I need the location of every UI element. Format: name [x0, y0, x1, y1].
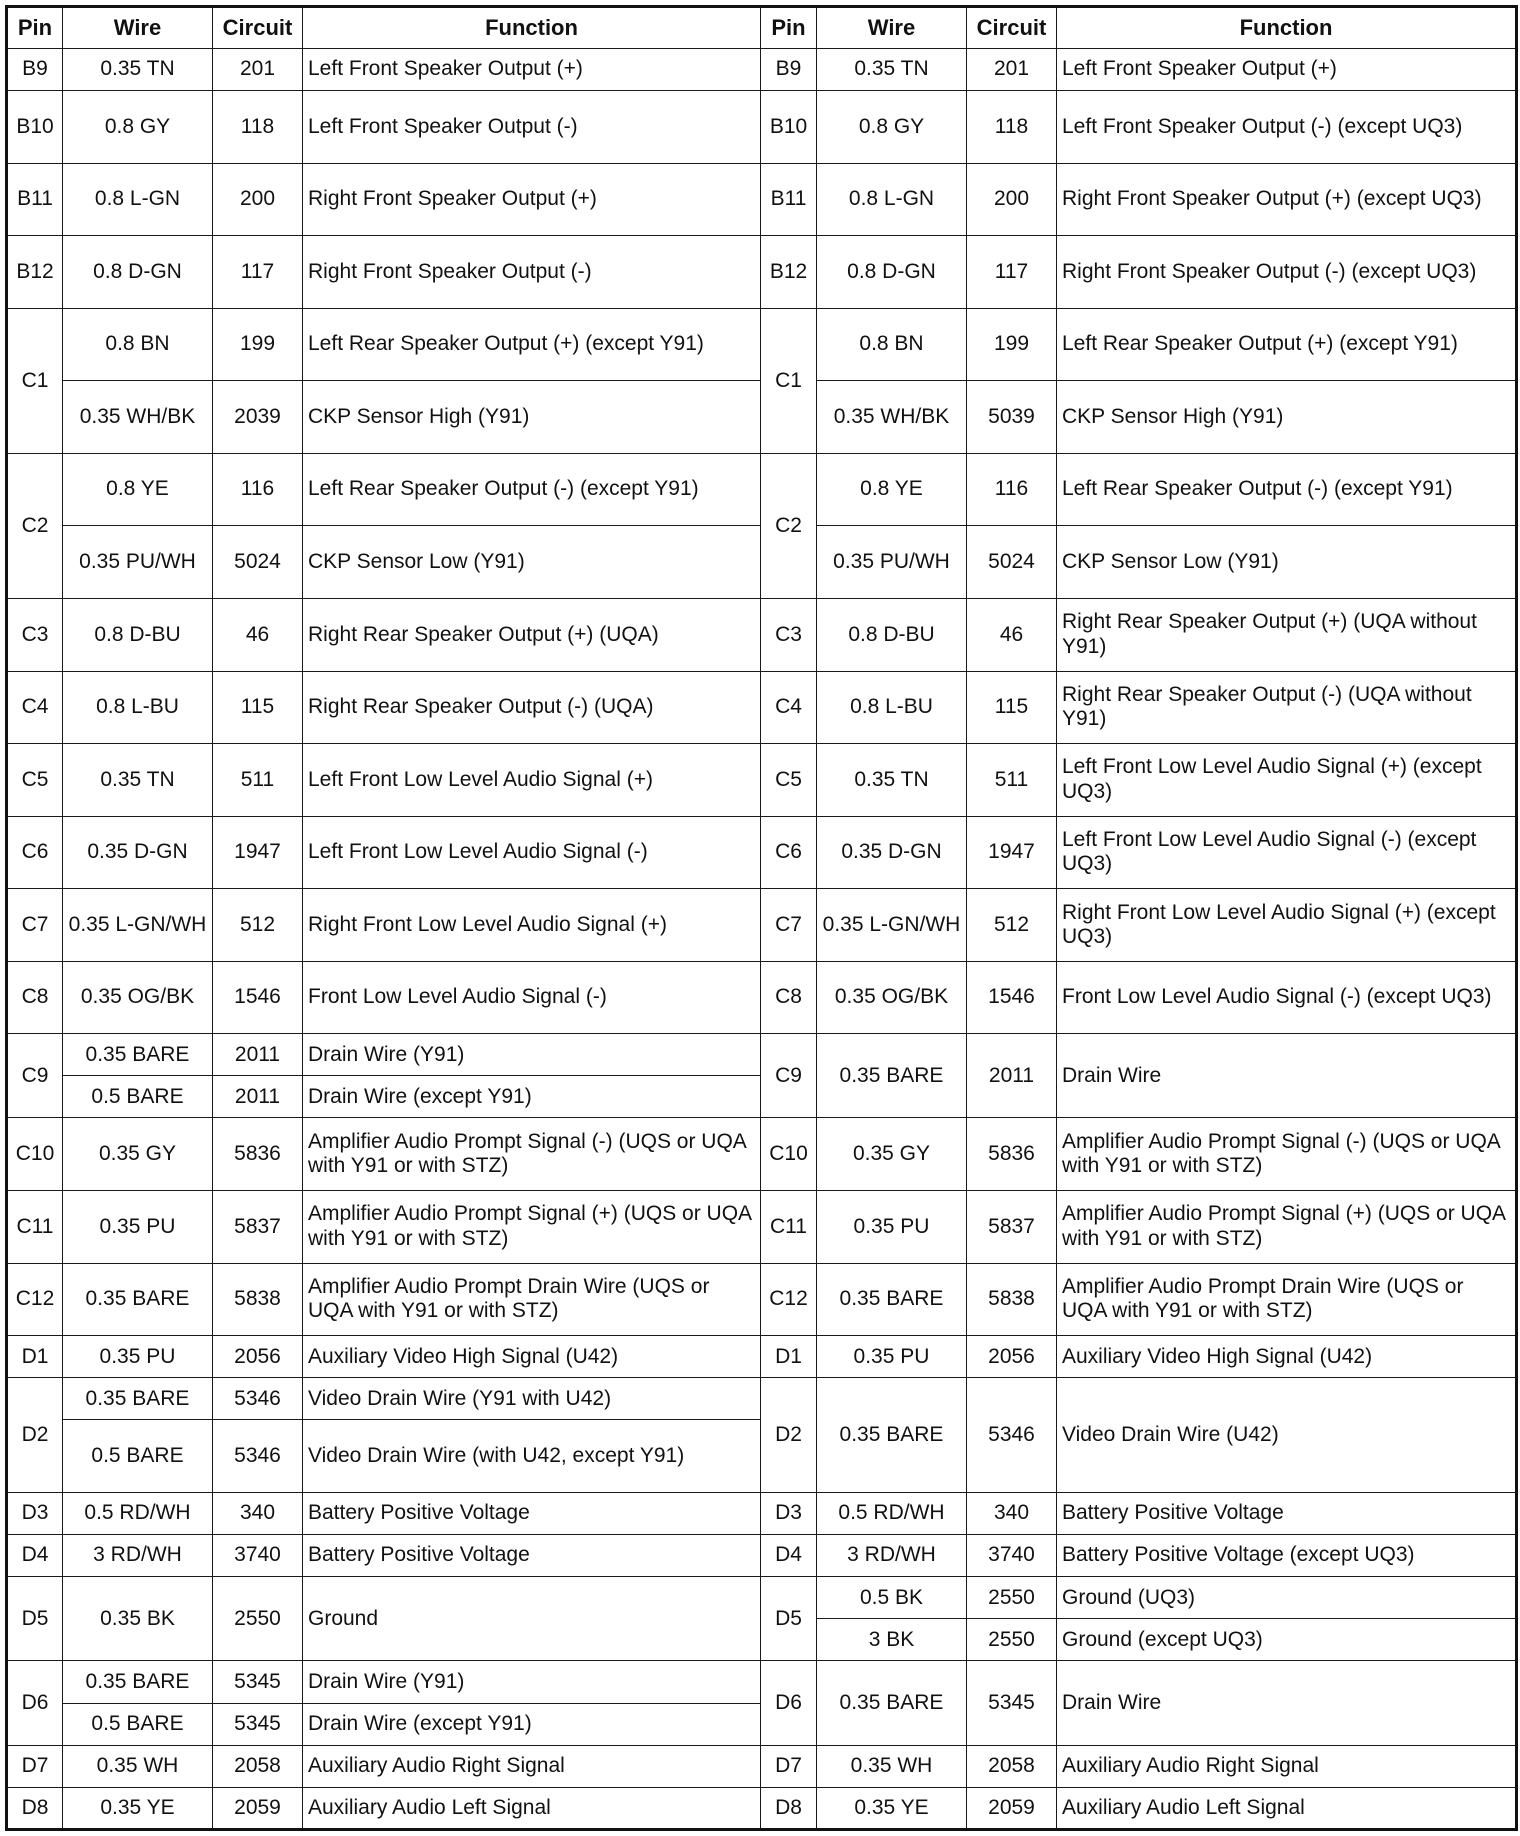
right-wire-cell: 0.8 L-BU — [817, 671, 967, 744]
left-pin-cell: D8 — [7, 1787, 63, 1829]
right-function-cell: Left Front Low Level Audio Signal (-) (except UQ3) — [1057, 816, 1517, 889]
left-wire-cell: 0.35 BARE — [63, 1378, 213, 1420]
left-pin-cell: D1 — [7, 1336, 63, 1378]
right-circuit-cell: 1947 — [967, 816, 1057, 889]
left-function-cell: Amplifier Audio Prompt Signal (+) (UQS or UQA with Y91 or with STZ) — [303, 1191, 761, 1264]
table-row — [7, 1661, 1517, 1703]
left-function-cell: Auxiliary Audio Right Signal — [303, 1745, 761, 1787]
left-function-cell: CKP Sensor High (Y91) — [303, 381, 761, 454]
right-pin-cell: D4 — [761, 1535, 817, 1577]
right-wire-cell: 0.8 GY — [817, 91, 967, 164]
left-pin-cell: C12 — [7, 1263, 63, 1336]
left-circuit-cell: 2039 — [213, 381, 303, 454]
left-function-cell: Amplifier Audio Prompt Drain Wire (UQS or UQA with Y91 or with STZ) — [303, 1263, 761, 1336]
right-circuit-cell: 116 — [967, 453, 1057, 526]
left-circuit-cell: 5346 — [213, 1378, 303, 1420]
left-circuit-cell: 5837 — [213, 1191, 303, 1264]
left-wire-cell: 3 RD/WH — [63, 1535, 213, 1577]
right-function-cell: Drain Wire — [1057, 1034, 1517, 1118]
left-function-cell: Battery Positive Voltage — [303, 1535, 761, 1577]
right-circuit-cell: 2058 — [967, 1745, 1057, 1787]
left-function-cell: Left Rear Speaker Output (-) (except Y91) — [303, 453, 761, 526]
left-circuit-cell: 118 — [213, 91, 303, 164]
right-pin-cell: C5 — [761, 744, 817, 817]
table-row — [7, 1034, 1517, 1076]
left-pin-cell: C10 — [7, 1118, 63, 1191]
left-wire-cell: 0.8 GY — [63, 91, 213, 164]
table-row — [7, 744, 1517, 817]
left-function-cell: Left Front Low Level Audio Signal (+) — [303, 744, 761, 817]
right-wire-cell: 0.8 D-GN — [817, 236, 967, 309]
left-pin-cell: B12 — [7, 236, 63, 309]
right-function-cell: Video Drain Wire (U42) — [1057, 1378, 1517, 1493]
left-function-cell: Drain Wire (Y91) — [303, 1034, 761, 1076]
right-function-cell: Auxiliary Audio Left Signal — [1057, 1787, 1517, 1829]
left-circuit-cell: 511 — [213, 744, 303, 817]
right-pin-cell: B11 — [761, 163, 817, 236]
left-circuit-cell: 115 — [213, 671, 303, 744]
left-pin-cell: D4 — [7, 1535, 63, 1577]
right-circuit-cell: 3740 — [967, 1535, 1057, 1577]
left-function-cell: Left Front Speaker Output (-) — [303, 91, 761, 164]
right-circuit-cell: 5838 — [967, 1263, 1057, 1336]
right-function-cell: Left Front Speaker Output (+) — [1057, 49, 1517, 91]
left-wire-cell: 0.8 L-GN — [63, 163, 213, 236]
right-wire-cell: 0.35 L-GN/WH — [817, 889, 967, 962]
left-wire-cell: 0.35 WH/BK — [63, 381, 213, 454]
left-circuit-cell: 117 — [213, 236, 303, 309]
connector-pinout-table — [5, 5, 1518, 1831]
header-row — [7, 7, 1517, 49]
right-wire-cell: 0.8 D-BU — [817, 598, 967, 671]
table-row — [7, 671, 1517, 744]
right-pin-cell: C10 — [761, 1118, 817, 1191]
left-function-cell: Video Drain Wire (Y91 with U42) — [303, 1378, 761, 1420]
left-wire-cell: 0.35 PU — [63, 1336, 213, 1378]
table-row — [7, 598, 1517, 671]
left-circuit-cell: 5836 — [213, 1118, 303, 1191]
right-pin-cell: D1 — [761, 1336, 817, 1378]
right-function-cell: CKP Sensor Low (Y91) — [1057, 526, 1517, 599]
left-pin-cell: C6 — [7, 816, 63, 889]
right-circuit-cell: 512 — [967, 889, 1057, 962]
right-function-cell: Left Rear Speaker Output (-) (except Y91) — [1057, 453, 1517, 526]
right-function-cell: Amplifier Audio Prompt Drain Wire (UQS or UQA with Y91 or with STZ) — [1057, 1263, 1517, 1336]
right-wire-cell: 0.35 D-GN — [817, 816, 967, 889]
right-pin-cell: B10 — [761, 91, 817, 164]
header-wire: Wire — [63, 7, 213, 49]
right-function-cell: Ground (except UQ3) — [1057, 1619, 1517, 1661]
right-circuit-cell: 201 — [967, 49, 1057, 91]
right-pin-cell: D7 — [761, 1745, 817, 1787]
right-wire-cell: 0.35 OG/BK — [817, 961, 967, 1034]
left-pin-cell: C4 — [7, 671, 63, 744]
right-wire-cell: 0.35 BARE — [817, 1378, 967, 1493]
left-circuit-cell: 46 — [213, 598, 303, 671]
left-wire-cell: 0.35 OG/BK — [63, 961, 213, 1034]
right-wire-cell: 0.8 L-GN — [817, 163, 967, 236]
left-circuit-cell: 2011 — [213, 1034, 303, 1076]
left-function-cell: Auxiliary Video High Signal (U42) — [303, 1336, 761, 1378]
left-function-cell: Battery Positive Voltage — [303, 1492, 761, 1534]
right-pin-cell: C6 — [761, 816, 817, 889]
right-wire-cell: 0.35 TN — [817, 49, 967, 91]
table-row — [7, 1535, 1517, 1577]
left-wire-cell: 0.35 GY — [63, 1118, 213, 1191]
right-circuit-cell: 199 — [967, 308, 1057, 381]
right-pin-cell: C11 — [761, 1191, 817, 1264]
right-wire-cell: 3 BK — [817, 1619, 967, 1661]
right-wire-cell: 0.35 GY — [817, 1118, 967, 1191]
right-pin-cell: B12 — [761, 236, 817, 309]
right-wire-cell: 0.8 YE — [817, 453, 967, 526]
right-function-cell: Battery Positive Voltage — [1057, 1492, 1517, 1534]
left-function-cell: Drain Wire (except Y91) — [303, 1076, 761, 1118]
right-function-cell: Right Rear Speaker Output (+) (UQA without Y91) — [1057, 598, 1517, 671]
left-function-cell: Drain Wire (Y91) — [303, 1661, 761, 1703]
left-wire-cell: 0.5 RD/WH — [63, 1492, 213, 1534]
left-function-cell: Left Front Speaker Output (+) — [303, 49, 761, 91]
left-pin-cell: C11 — [7, 1191, 63, 1264]
left-wire-cell: 0.8 YE — [63, 453, 213, 526]
header-function: Function — [303, 7, 761, 49]
left-function-cell: Right Rear Speaker Output (+) (UQA) — [303, 598, 761, 671]
right-function-cell: Battery Positive Voltage (except UQ3) — [1057, 1535, 1517, 1577]
left-pin-cell: C8 — [7, 961, 63, 1034]
table-row — [7, 453, 1517, 526]
left-circuit-cell: 512 — [213, 889, 303, 962]
table-row — [7, 1263, 1517, 1336]
right-function-cell: Left Rear Speaker Output (+) (except Y91) — [1057, 308, 1517, 381]
right-function-cell: Drain Wire — [1057, 1661, 1517, 1745]
left-function-cell: Auxiliary Audio Left Signal — [303, 1787, 761, 1829]
left-pin-cell: B10 — [7, 91, 63, 164]
left-wire-cell: 0.8 D-GN — [63, 236, 213, 309]
left-circuit-cell: 5345 — [213, 1703, 303, 1745]
right-circuit-cell: 5836 — [967, 1118, 1057, 1191]
left-pin-cell: B11 — [7, 163, 63, 236]
left-circuit-cell: 5345 — [213, 1661, 303, 1703]
table-row — [7, 49, 1517, 91]
right-function-cell: Auxiliary Audio Right Signal — [1057, 1745, 1517, 1787]
right-pin-cell: C4 — [761, 671, 817, 744]
right-pin-cell: C9 — [761, 1034, 817, 1118]
right-wire-cell: 0.35 BARE — [817, 1034, 967, 1118]
right-wire-cell: 0.35 WH — [817, 1745, 967, 1787]
header-circuit: Circuit — [967, 7, 1057, 49]
left-pin-cell: C3 — [7, 598, 63, 671]
right-circuit-cell: 200 — [967, 163, 1057, 236]
header-circuit: Circuit — [213, 7, 303, 49]
table-row — [7, 91, 1517, 164]
right-circuit-cell: 46 — [967, 598, 1057, 671]
left-pin-cell: C5 — [7, 744, 63, 817]
table-row — [7, 1577, 1517, 1619]
right-circuit-cell: 5345 — [967, 1661, 1057, 1745]
table-body — [7, 49, 1517, 1830]
left-wire-cell: 0.35 BARE — [63, 1263, 213, 1336]
right-circuit-cell: 2056 — [967, 1336, 1057, 1378]
right-circuit-cell: 115 — [967, 671, 1057, 744]
left-pin-cell: D3 — [7, 1492, 63, 1534]
left-circuit-cell: 1546 — [213, 961, 303, 1034]
left-circuit-cell: 5024 — [213, 526, 303, 599]
right-wire-cell: 0.35 TN — [817, 744, 967, 817]
header-pin: Pin — [7, 7, 63, 49]
header-wire: Wire — [817, 7, 967, 49]
right-function-cell: Right Front Speaker Output (-) (except UQ3) — [1057, 236, 1517, 309]
right-function-cell: Right Front Low Level Audio Signal (+) (except UQ3) — [1057, 889, 1517, 962]
right-pin-cell: C7 — [761, 889, 817, 962]
left-circuit-cell: 340 — [213, 1492, 303, 1534]
left-circuit-cell: 116 — [213, 453, 303, 526]
right-circuit-cell: 340 — [967, 1492, 1057, 1534]
right-wire-cell: 3 RD/WH — [817, 1535, 967, 1577]
table-row — [7, 163, 1517, 236]
right-wire-cell: 0.35 YE — [817, 1787, 967, 1829]
right-circuit-cell: 117 — [967, 236, 1057, 309]
left-pin-cell: D5 — [7, 1577, 63, 1661]
left-function-cell: CKP Sensor Low (Y91) — [303, 526, 761, 599]
right-wire-cell: 0.5 RD/WH — [817, 1492, 967, 1534]
left-wire-cell: 0.35 YE — [63, 1787, 213, 1829]
table-row — [7, 1787, 1517, 1829]
left-function-cell: Drain Wire (except Y91) — [303, 1703, 761, 1745]
right-circuit-cell: 5346 — [967, 1378, 1057, 1493]
right-wire-cell: 0.35 PU — [817, 1336, 967, 1378]
left-wire-cell: 0.35 BARE — [63, 1661, 213, 1703]
left-wire-cell: 0.8 BN — [63, 308, 213, 381]
right-pin-cell: C8 — [761, 961, 817, 1034]
left-wire-cell: 0.35 PU — [63, 1191, 213, 1264]
left-wire-cell: 0.35 BARE — [63, 1034, 213, 1076]
right-pin-cell: D8 — [761, 1787, 817, 1829]
right-circuit-cell: 5039 — [967, 381, 1057, 454]
left-circuit-cell: 199 — [213, 308, 303, 381]
left-circuit-cell: 2058 — [213, 1745, 303, 1787]
left-circuit-cell: 2056 — [213, 1336, 303, 1378]
right-pin-cell: D2 — [761, 1378, 817, 1493]
left-circuit-cell: 201 — [213, 49, 303, 91]
right-function-cell: Amplifier Audio Prompt Signal (+) (UQS or UQA with Y91 or with STZ) — [1057, 1191, 1517, 1264]
right-function-cell: Amplifier Audio Prompt Signal (-) (UQS or UQA with Y91 or with STZ) — [1057, 1118, 1517, 1191]
left-pin-cell: C7 — [7, 889, 63, 962]
left-wire-cell: 0.5 BARE — [63, 1420, 213, 1493]
left-wire-cell: 0.35 D-GN — [63, 816, 213, 889]
right-function-cell: Left Front Low Level Audio Signal (+) (except UQ3) — [1057, 744, 1517, 817]
left-circuit-cell: 1947 — [213, 816, 303, 889]
left-wire-cell: 0.8 D-BU — [63, 598, 213, 671]
right-pin-cell: C12 — [761, 1263, 817, 1336]
left-function-cell: Right Front Speaker Output (-) — [303, 236, 761, 309]
right-pin-cell: C2 — [761, 453, 817, 598]
left-wire-cell: 0.35 TN — [63, 49, 213, 91]
right-circuit-cell: 2550 — [967, 1619, 1057, 1661]
table-row — [7, 1492, 1517, 1534]
right-function-cell: Front Low Level Audio Signal (-) (except UQ3) — [1057, 961, 1517, 1034]
right-circuit-cell: 1546 — [967, 961, 1057, 1034]
left-function-cell: Ground — [303, 1577, 761, 1661]
right-circuit-cell: 511 — [967, 744, 1057, 817]
left-pin-cell: C2 — [7, 453, 63, 598]
right-wire-cell: 0.5 BK — [817, 1577, 967, 1619]
table-row — [7, 1191, 1517, 1264]
right-function-cell: Auxiliary Video High Signal (U42) — [1057, 1336, 1517, 1378]
right-wire-cell: 0.35 WH/BK — [817, 381, 967, 454]
table-row — [7, 1745, 1517, 1787]
left-wire-cell: 0.35 BK — [63, 1577, 213, 1661]
table-row — [7, 816, 1517, 889]
right-function-cell: Right Front Speaker Output (+) (except UQ3) — [1057, 163, 1517, 236]
table-row — [7, 961, 1517, 1034]
header-pin: Pin — [761, 7, 817, 49]
left-pin-cell: D2 — [7, 1378, 63, 1493]
right-function-cell: Ground (UQ3) — [1057, 1577, 1517, 1619]
left-pin-cell: D7 — [7, 1745, 63, 1787]
header-function: Function — [1057, 7, 1517, 49]
right-wire-cell: 0.35 BARE — [817, 1263, 967, 1336]
left-circuit-cell: 2011 — [213, 1076, 303, 1118]
left-pin-cell: B9 — [7, 49, 63, 91]
left-pin-cell: D6 — [7, 1661, 63, 1745]
left-circuit-cell: 200 — [213, 163, 303, 236]
right-wire-cell: 0.8 BN — [817, 308, 967, 381]
table-row — [7, 1118, 1517, 1191]
right-function-cell: Left Front Speaker Output (-) (except UQ3) — [1057, 91, 1517, 164]
table-row — [7, 889, 1517, 962]
table-row — [7, 308, 1517, 381]
left-function-cell: Amplifier Audio Prompt Signal (-) (UQS or UQA with Y91 or with STZ) — [303, 1118, 761, 1191]
table-row — [7, 1336, 1517, 1378]
right-circuit-cell: 2011 — [967, 1034, 1057, 1118]
left-wire-cell: 0.5 BARE — [63, 1076, 213, 1118]
left-pin-cell: C1 — [7, 308, 63, 453]
right-wire-cell: 0.35 PU/WH — [817, 526, 967, 599]
left-function-cell: Video Drain Wire (with U42, except Y91) — [303, 1420, 761, 1493]
left-function-cell: Right Front Low Level Audio Signal (+) — [303, 889, 761, 962]
right-pin-cell: B9 — [761, 49, 817, 91]
left-function-cell: Front Low Level Audio Signal (-) — [303, 961, 761, 1034]
left-pin-cell: C9 — [7, 1034, 63, 1118]
left-function-cell: Right Rear Speaker Output (-) (UQA) — [303, 671, 761, 744]
left-function-cell: Right Front Speaker Output (+) — [303, 163, 761, 236]
left-wire-cell: 0.35 TN — [63, 744, 213, 817]
right-circuit-cell: 2059 — [967, 1787, 1057, 1829]
left-circuit-cell: 5346 — [213, 1420, 303, 1493]
table-row — [7, 236, 1517, 309]
left-circuit-cell: 2059 — [213, 1787, 303, 1829]
right-circuit-cell: 5024 — [967, 526, 1057, 599]
right-wire-cell: 0.35 PU — [817, 1191, 967, 1264]
left-circuit-cell: 3740 — [213, 1535, 303, 1577]
left-wire-cell: 0.5 BARE — [63, 1703, 213, 1745]
right-pin-cell: D6 — [761, 1661, 817, 1745]
right-pin-cell: C3 — [761, 598, 817, 671]
left-function-cell: Left Front Low Level Audio Signal (-) — [303, 816, 761, 889]
right-circuit-cell: 2550 — [967, 1577, 1057, 1619]
right-pin-cell: D3 — [761, 1492, 817, 1534]
left-wire-cell: 0.35 PU/WH — [63, 526, 213, 599]
right-circuit-cell: 118 — [967, 91, 1057, 164]
right-pin-cell: D5 — [761, 1577, 817, 1661]
right-function-cell: Right Rear Speaker Output (-) (UQA without Y91) — [1057, 671, 1517, 744]
right-function-cell: CKP Sensor High (Y91) — [1057, 381, 1517, 454]
right-wire-cell: 0.35 BARE — [817, 1661, 967, 1745]
left-circuit-cell: 2550 — [213, 1577, 303, 1661]
table-row — [7, 1378, 1517, 1420]
left-wire-cell: 0.8 L-BU — [63, 671, 213, 744]
pinout-document — [5, 5, 1515, 1831]
right-circuit-cell: 5837 — [967, 1191, 1057, 1264]
left-wire-cell: 0.35 WH — [63, 1745, 213, 1787]
right-pin-cell: C1 — [761, 308, 817, 453]
left-wire-cell: 0.35 L-GN/WH — [63, 889, 213, 962]
left-function-cell: Left Rear Speaker Output (+) (except Y91) — [303, 308, 761, 381]
left-circuit-cell: 5838 — [213, 1263, 303, 1336]
